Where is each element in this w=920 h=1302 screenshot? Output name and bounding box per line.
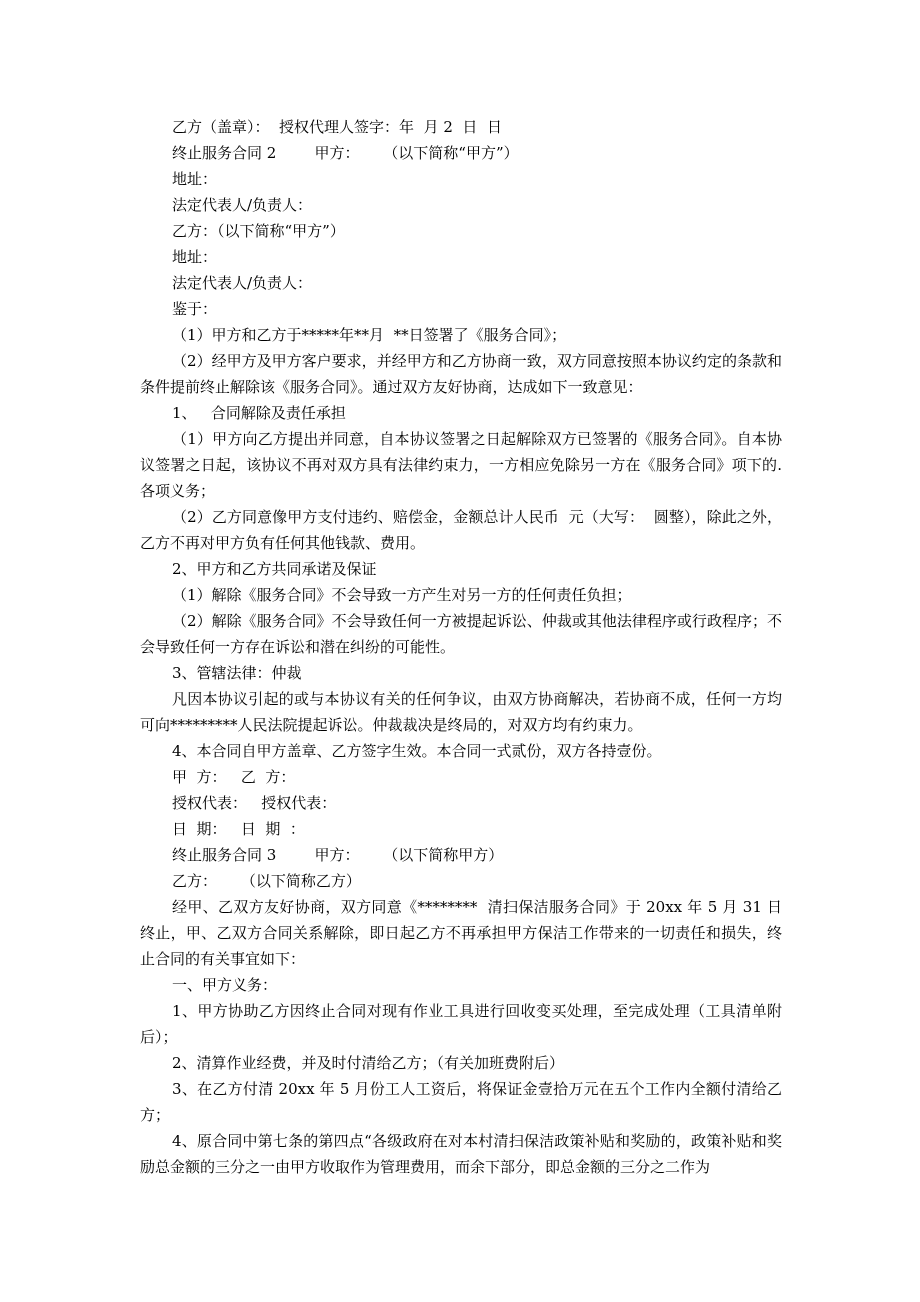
paragraph: 终止服务合同 3 甲方： （以下简称甲方） xyxy=(172,846,504,864)
paragraph: 地址： xyxy=(172,170,218,188)
paragraph: 乙方： （以下简称乙方） xyxy=(172,872,361,890)
paragraph: 甲 方： 乙 方： xyxy=(172,768,296,786)
paragraph: 法定代表人/负责人： xyxy=(172,196,313,214)
paragraph: （2）解除《服务合同》不会导致任何一方被提起诉讼、仲裁或其他法律程序或行政程序；不会导致任何一方存在诉讼和潜在纠纷的可能性。 xyxy=(140,612,782,656)
document-body xyxy=(140,114,782,1180)
paragraph: （1）甲方向乙方提出并同意，自本协议签署之日起解除双方已签署的《服务合同》。自本协议签署之日起，该协议不再对双方具有法律约束力，一方相应免除另一方在《服务合同》项下的.各项义务； xyxy=(140,430,782,500)
paragraph: 日 期： 日 期 ： xyxy=(172,820,305,838)
paragraph: 授权代表： 授权代表： xyxy=(172,794,337,812)
paragraph: （1）解除《服务合同》不会导致一方产生对另一方的任何责任负担； xyxy=(172,586,632,604)
paragraph: （1）甲方和乙方于*****年**月 **日签署了《服务合同》； xyxy=(172,326,567,344)
paragraph: 鉴于： xyxy=(172,300,218,318)
paragraph: 3、在乙方付清 20xx 年 5 月份工人工资后，将保证金壹拾万元在五个工作内全额付清给乙方； xyxy=(140,1080,782,1124)
paragraph: 凡因本协议引起的或与本协议有关的任何争议，由双方协商解决，若协商不成，任何一方均可向*********人民法院提起诉讼。仲裁裁决是终局的，对双方均有约束力。 xyxy=(140,690,782,734)
paragraph: 1、 合同解除及责任承担 xyxy=(172,404,346,422)
paragraph: 法定代表人/负责人： xyxy=(172,274,313,292)
paragraph: 2、甲方和乙方共同承诺及保证 xyxy=(172,560,377,578)
paragraph: （2）经甲方及甲方客户要求，并经甲方和乙方协商一致，双方同意按照本协议约定的条款和条件提前终止解除该《服务合同》。通过双方友好协商，达成如下一致意见： xyxy=(140,352,782,396)
paragraph: 乙方：（以下简称“甲方”） xyxy=(172,222,345,240)
paragraph: 2、清算作业经费，并及时付清给乙方；（有关加班费附后） xyxy=(172,1054,565,1072)
paragraph: 3、管辖法律：仲裁 xyxy=(172,664,302,682)
paragraph: 地址： xyxy=(172,248,218,266)
paragraph: 1、甲方协助乙方因终止合同对现有作业工具进行回收变买处理，至完成处理（工具清单附后）； xyxy=(140,1002,782,1046)
paragraph: （2）乙方同意像甲方支付违约、赔偿金，金额总计人民币 元（大写： 圆整），除此之外，乙方不再对甲方负有任何其他钱款、费用。 xyxy=(140,508,782,552)
paragraph: 经甲、乙双方友好协商，双方同意《******** 清扫保洁服务合同》于 20xx 年 5 月 31 日终止，甲、乙双方合同关系解除，即日起乙方不再承担甲方保洁工作带来的一切责任和损失，终止合同的有关事宜如下： xyxy=(140,898,782,968)
paragraph: 4、本合同自甲方盖章、乙方签字生效。本合同一式贰份，双方各持壹份。 xyxy=(172,742,662,760)
paragraph: 乙方（盖章）： 授权代理人签字：年 月 2 日 日 xyxy=(172,118,502,136)
paragraph: 终止服务合同 2 甲方： （以下简称“甲方”） xyxy=(172,144,519,162)
paragraph: 4、原合同中第七条的第四点“各级政府在对本村清扫保洁政策补贴和奖励的，政策补贴和奖励总金额的三分之一由甲方收取作为管理费用，而余下部分，即总金额的三分之二作为 xyxy=(140,1132,782,1176)
paragraph: 一、甲方义务： xyxy=(172,976,278,994)
